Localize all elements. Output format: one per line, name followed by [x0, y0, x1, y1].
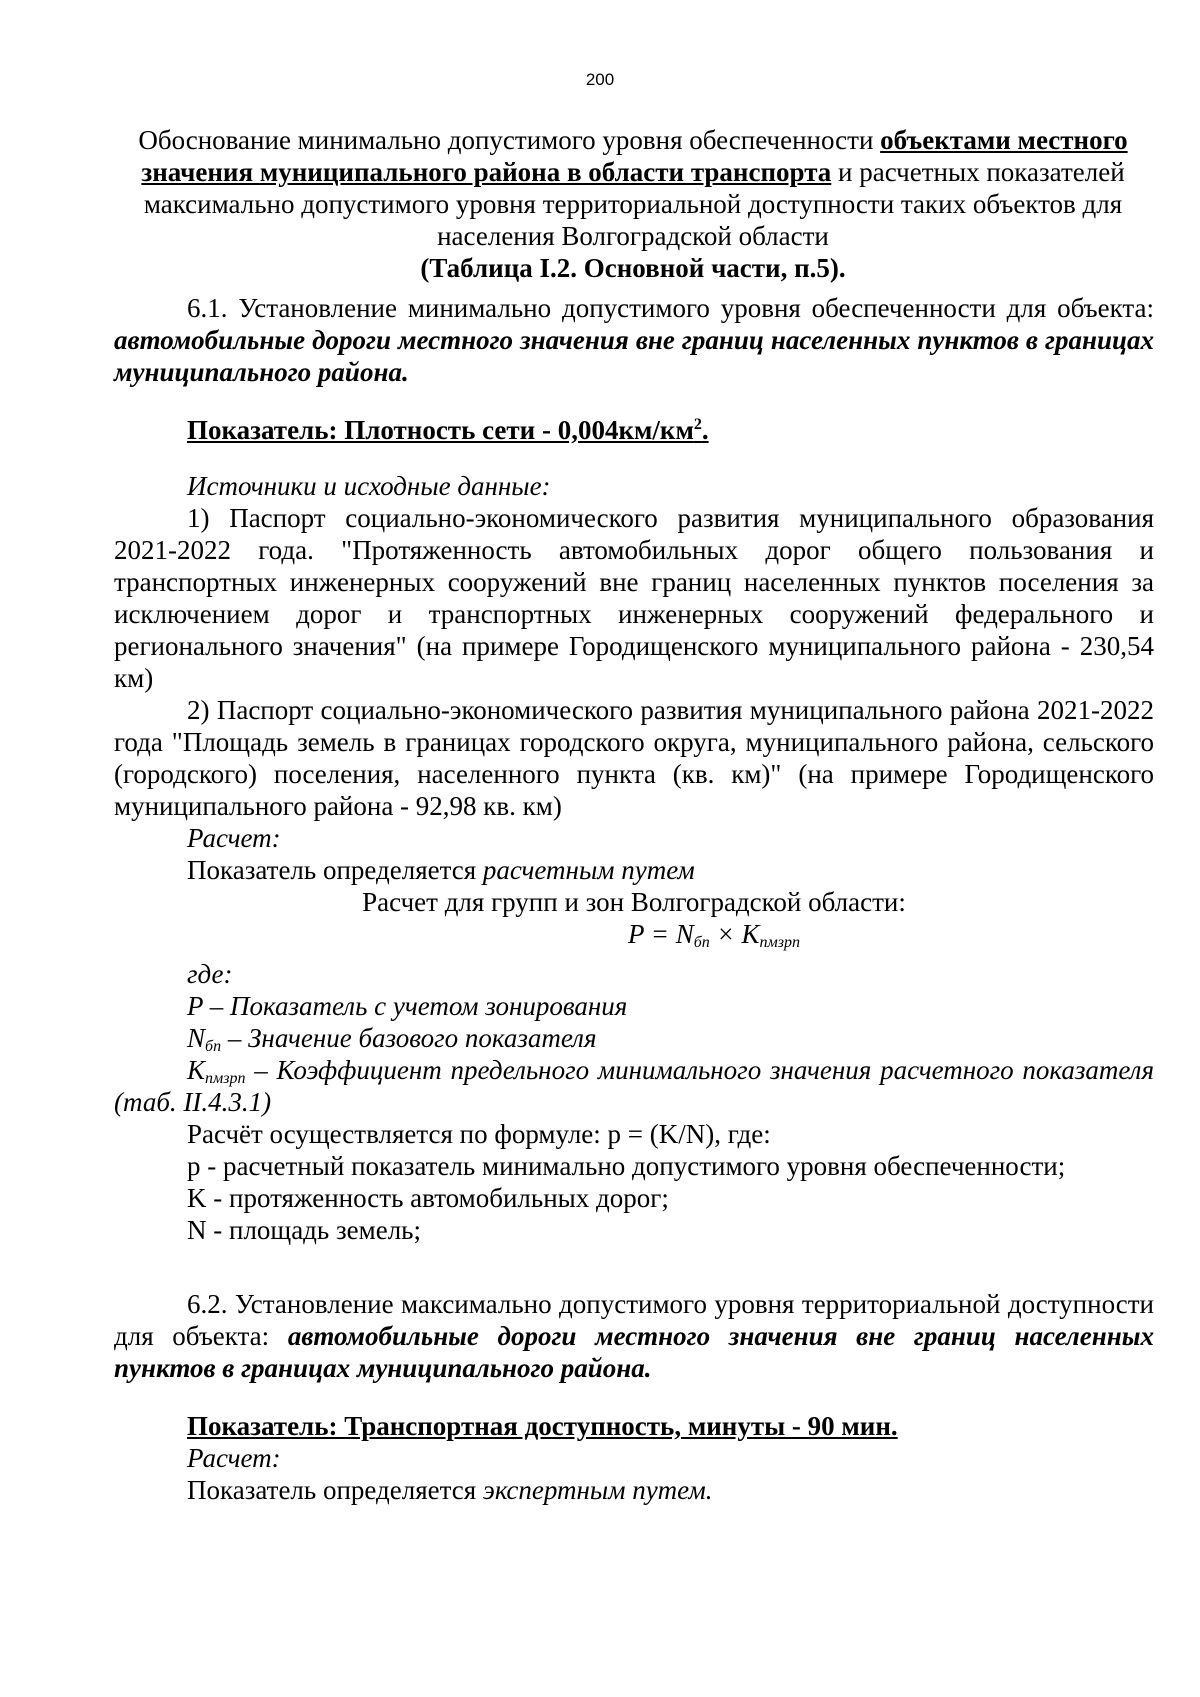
formula-sub-pmzrp: пмзрп	[759, 934, 800, 951]
title-underlined: объектами местного значения муниципального района в области транспорта	[141, 125, 1128, 187]
source-item-2: 2) Паспорт социально-экономического развития муниципального района 2021-2022 года "Площадь земель в границах городского округа, муниципального района, сельского (городского) поселения, населенного пункта (кв. км)" (на примере Городищенского муниципального района - 92,98 кв. км)	[114, 695, 1154, 821]
calc-method	[114, 854, 1200, 886]
calc-method-value: расчетным путем	[482, 855, 695, 885]
definition-p: P – Показатель с учетом зонирования	[187, 991, 628, 1021]
definition-k	[114, 1054, 1154, 1118]
indicator-density-sup: 2	[693, 416, 702, 433]
indicator-access-text: Показатель: Транспортная доступность, минуты - 90 мин.	[187, 1411, 898, 1441]
definition-k-symbol: K	[187, 1055, 206, 1085]
indicator-access	[114, 1410, 1200, 1442]
indicator-density	[114, 414, 1200, 446]
formula-sub-bp: бп	[693, 934, 710, 951]
calc2-method	[114, 1474, 1200, 1506]
formula	[114, 918, 1200, 950]
section-6-2-lead: 6.2. Установление максимально допустимого уровня территориальной доступности для объекта:	[114, 1289, 1154, 1351]
title-text-2: и расчетных показателей максимально допустимого уровня территориальной доступности таких объектов для населения Волгоградской области	[143, 157, 1125, 251]
calc2-method-value: экспертным путем.	[482, 1475, 713, 1505]
section-6-1	[114, 292, 1154, 388]
calc2-label: Расчет:	[187, 1443, 281, 1473]
calc-method-prefix: Показатель определяется	[187, 855, 483, 885]
formula-p: P = N	[628, 919, 694, 949]
k-definition-line: K - протяженность автомобильных дорог;	[187, 1183, 669, 1213]
definition-n-text: – Значение базового показателя	[221, 1023, 597, 1053]
section-6-1-lead: 6.1. Установление минимально допустимого уровня обеспеченности для объекта:	[187, 293, 1154, 323]
sources-heading: Источники и исходные данные:	[187, 471, 551, 501]
formula-line: Расчёт осуществляется по формуле: p = (K/N), где:	[187, 1119, 771, 1149]
p-definition-line: p - расчетный показатель минимально допустимого уровня обеспеченности;	[187, 1151, 1066, 1181]
definition-k-text: – Коэффициент предельного минимального значения расчетного показателя (таб. II.4.3.1)	[114, 1055, 1154, 1117]
where-label: где:	[187, 959, 233, 989]
title-text-1: Обоснование минимально допустимого уровня обеспеченности	[138, 125, 881, 155]
document-title	[118, 124, 1148, 284]
formula-k: × K	[709, 919, 760, 949]
page-number: 200	[585, 70, 615, 89]
calc-groups: Расчет для групп и зон Волгоградской области:	[362, 887, 906, 917]
section-6-2	[114, 1288, 1154, 1384]
section-6-2-object: автомобильные дороги местного значения вне границ населенных пунктов в границах муниципального района.	[114, 1321, 1154, 1383]
title-reference: (Таблица I.2. Основной части, п.5).	[420, 253, 846, 283]
calc2-method-prefix: Показатель определяется	[187, 1475, 483, 1505]
calc-label: Расчет:	[187, 823, 281, 853]
definition-n-sub: бп	[205, 1038, 222, 1055]
definition-k-sub: пмзрп	[205, 1070, 246, 1087]
section-6-1-object: автомобильные дороги местного значения вне границ населенных пунктов в границах муниципального района.	[114, 325, 1154, 387]
indicator-density-tail: .	[701, 415, 709, 445]
definition-n-symbol: N	[187, 1023, 206, 1053]
indicator-density-text: Показатель: Плотность сети - 0,004км/км	[187, 415, 694, 445]
definition-n	[114, 1022, 1200, 1054]
n-definition-line: N - площадь земель;	[187, 1215, 421, 1245]
source-item-1: 1) Паспорт социально-экономического развития муниципального образования 2021-2022 года. "Протяженность автомобильных дорог общего пользования и транспортных инженерных сооружений вне границ населенных пунктов поселения за исключением дорог и транспортных инженерных сооружений федерального и регионального значения" (на примере Городищенского муниципального района - 230,54 км)	[114, 503, 1154, 693]
